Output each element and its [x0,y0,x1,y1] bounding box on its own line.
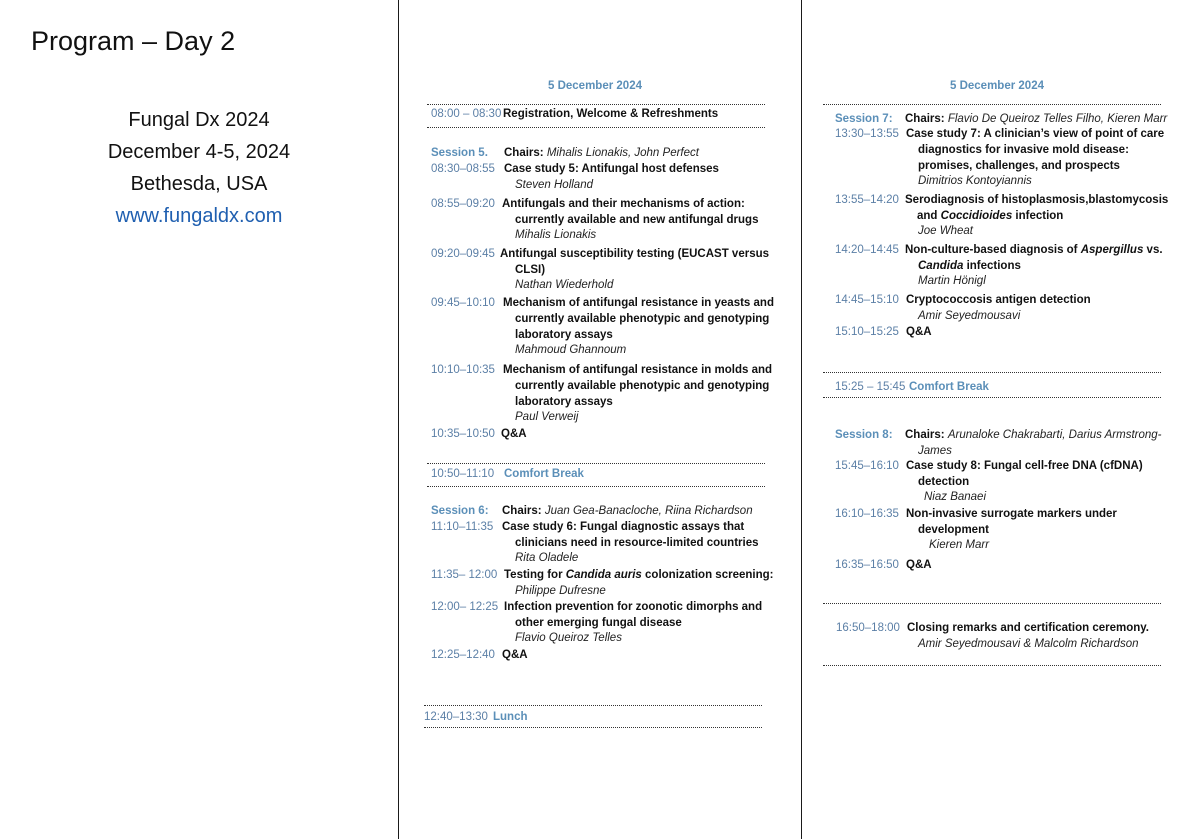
talk-title-part: vs. [1143,244,1163,256]
time: 09:20–09:45 [431,248,495,260]
time: 16:35–16:50 [835,559,899,571]
organism-name: Candida auris [565,569,642,581]
chairs-names: Mihalis Lionakis, John Perfect [546,147,699,159]
talk-title-part: colonization screening: [641,569,774,581]
divider-right [801,0,802,839]
speaker: Paul Verweij [515,411,579,423]
talk-title-cont: currently available phenotypic and genotyping [515,380,770,392]
title: Registration, Welcome & Refreshments [503,108,719,120]
dotted-divider [823,372,1161,373]
chairs-names-cont: James [918,445,952,457]
chairs-label: Chairs: [502,505,542,517]
talk-title-part: infection [1012,210,1064,222]
talk-title-part: Testing for [504,569,566,581]
session-header [835,427,1175,459]
speaker: Amir Seyedmousavi [918,310,1021,322]
talk-title-cont: clinicians need in resource-limited countries [515,537,759,549]
dotted-divider [823,104,1161,105]
dotted-divider [424,705,762,706]
dotted-divider [823,603,1161,604]
session-header [835,111,1175,127]
chairs-label: Chairs: [905,113,945,125]
talk-title: Non-invasive surrogate markers under [906,508,1117,520]
lunch-label: Lunch [493,711,528,723]
session-label: Session 8: [835,429,893,441]
time: 15:45–16:10 [835,460,899,472]
talk-title: Case study 7: A clinician’s view of point of care [906,128,1165,140]
cover-panel [0,0,398,839]
talk-title: Q&A [906,326,932,338]
time: 12:40–13:30 [424,711,488,723]
time: 10:50–11:10 [431,468,495,480]
talk-title-cont: CLSI) [515,264,546,276]
talk-title-cont: laboratory assays [515,329,613,341]
chairs-names: Flavio De Queiroz Telles Filho, Kieren Marr [947,113,1168,125]
dotted-divider [424,727,762,728]
talk-title-cont: development [918,524,989,536]
page-title: Program – Day 2 [31,26,236,56]
middle-date: 5 December 2024 [548,80,642,92]
talk-title-part: Non-culture-based diagnosis of [905,244,1081,256]
speaker: Amir Seyedmousavi & Malcolm Richardson [918,638,1139,650]
talk-title: Closing remarks and certification ceremony. [907,622,1150,634]
talk-title-cont: currently available and new antifungal drugs [515,214,759,226]
session-label: Session 7: [835,113,893,125]
chairs-label: Chairs: [504,147,544,159]
talk-title-cont: other emerging fungal disease [515,617,682,629]
talk-title [905,242,1163,258]
session-header [431,503,771,519]
talk-title: Antifungal susceptibility testing (EUCAST versus [500,248,770,260]
conference-name: Fungal Dx 2024 [128,109,270,131]
dotted-divider [823,665,1161,666]
speaker: Joe Wheat [918,225,973,237]
chairs-names: Arunaloke Chakrabarti, Darius Armstrong- [947,429,1162,441]
time: 16:10–16:35 [835,508,899,520]
speaker: Kieren Marr [929,539,990,551]
talk-title-cont: detection [918,476,970,488]
time: 12:25–12:40 [431,649,495,661]
talk-title-cont: laboratory assays [515,396,613,408]
dotted-divider [427,463,765,464]
talk-title-cont [918,258,1021,274]
conference-info [0,104,398,232]
session-header [431,145,771,161]
right-date: 5 December 2024 [950,80,1044,92]
talk-title: Case study 8: Fungal cell-free DNA (cfDNA) [906,460,1143,472]
session-label: Session 6: [431,505,489,517]
speaker: Philippe Dufresne [515,585,606,597]
session-label: Session 5. [431,147,488,159]
chairs-label: Chairs: [905,429,945,441]
time: 11:10–11:35 [431,521,494,533]
talk-title: Q&A [906,559,932,571]
break-label: Comfort Break [909,381,989,393]
dotted-divider [427,486,765,487]
conference-location: Bethesda, USA [130,173,268,195]
time: 10:10–10:35 [431,364,495,376]
talk-title-cont: diagnostics for invasive mold disease: [918,144,1129,156]
speaker: Dimitrios Kontoyiannis [918,175,1032,187]
dotted-divider [427,127,765,128]
talk-title [504,567,773,583]
talk-title-part: infections [963,260,1021,272]
talk-title: Serodiagnosis of histoplasmosis,blastomycosis [905,194,1169,206]
time: 13:55–14:20 [835,194,899,206]
talk-title: Mechanism of antifungal resistance in molds and [503,364,773,376]
talk-title-part: and [917,210,941,222]
talk-title: Mechanism of antifungal resistance in yeasts and [503,297,774,309]
chairs-names: Juan Gea-Banacloche, Riina Richardson [544,505,753,517]
time: 14:45–15:10 [835,294,899,306]
talk-title: Case study 6: Fungal diagnostic assays that [502,521,745,533]
talk-title-cont: promises, challenges, and prospects [918,160,1120,172]
time: 14:20–14:45 [835,244,899,256]
dotted-divider [427,104,765,105]
organism-name: Coccidioides [940,210,1013,222]
website-link[interactable]: www.fungaldx.com [115,205,283,227]
time: 09:45–10:10 [431,297,495,309]
time: 08:00 – 08:30 [431,108,502,120]
organism-name: Candida [918,260,964,272]
talk-title: Q&A [502,649,528,661]
speaker: Niaz Banaei [924,491,987,503]
talk-title: Q&A [501,428,527,440]
time: 15:25 – 15:45 [835,381,906,393]
speaker: Mihalis Lionakis [515,229,597,241]
speaker: Nathan Wiederhold [515,279,614,291]
talk-title: Antifungals and their mechanisms of action: [502,198,745,210]
dotted-divider [823,397,1161,398]
time: 08:55–09:20 [431,198,495,210]
time: 16:50–18:00 [836,622,900,634]
speaker: Martin Hönigl [918,275,986,287]
time: 10:35–10:50 [431,428,495,440]
speaker: Rita Oladele [515,552,579,564]
time: 15:10–15:25 [835,326,899,338]
time: 11:35– 12:00 [431,569,498,581]
divider-left [398,0,399,839]
speaker: Mahmoud Ghannoum [515,344,627,356]
talk-title-cont: currently available phenotypic and genotyping [515,313,770,325]
talk-title: Cryptococcosis antigen detection [906,294,1091,306]
time: 13:30–13:55 [835,128,899,140]
speaker: Flavio Queiroz Telles [515,632,622,644]
organism-name: Aspergillus [1080,244,1144,256]
break-label: Comfort Break [504,468,584,480]
time: 08:30–08:55 [431,163,495,175]
time: 12:00– 12:25 [431,601,499,613]
talk-title: Case study 5: Antifungal host defenses [504,163,719,175]
conference-dates: December 4-5, 2024 [107,141,291,163]
talk-title: Infection prevention for zoonotic dimorphs and [504,601,763,613]
talk-title-cont [917,208,1063,224]
speaker: Steven Holland [515,179,593,191]
